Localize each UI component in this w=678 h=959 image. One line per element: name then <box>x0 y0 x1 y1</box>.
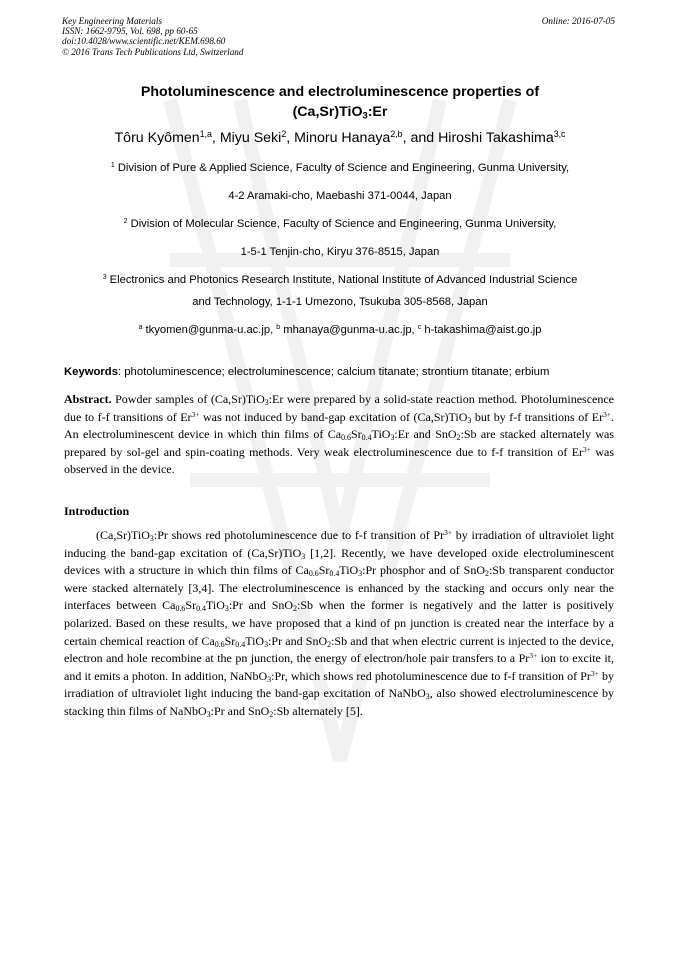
journal-header <box>62 16 243 57</box>
author-affiliation-mark: 2,b <box>390 129 403 140</box>
section-heading-introduction: Introduction <box>64 504 130 518</box>
title-line-1: Photoluminescence and electroluminescence properties of <box>140 84 540 100</box>
affiliation-1-line-2: 4-2 Aramaki-cho, Maebashi 371-0044, Japan <box>228 190 452 202</box>
author-name: Minoru Hanaya <box>294 130 391 146</box>
abstract-paragraph: Abstract. Powder samples of (Ca,Sr)TiO$_3$:Er were prepared by a solid-state reaction method. Photoluminescence due to f-f transitions of $Er^{3+}$ was not induced by band-gap excitation of (Ca,Sr)TiO$_3$ but by f-f transitions of $Er^{3+}$. An electroluminescent device in which thin films of $Ca_{0.6}Sr_{0.4}TiO_3:Er$ and SnO$_2$:Sb are stacked alternately was prepared by sol-gel and spin-coating methods. Very weak electroluminescence due to f-f transition of $Er^{3+}$ was observed in the device. <box>64 392 615 477</box>
author-name: Tôru Kyômen <box>114 130 200 146</box>
doi-line: doi:10.4028/www.scientific.net/KEM.698.60 <box>62 36 226 47</box>
email-link[interactable]: mhanaya@gunma-u.ac.jp, <box>283 324 415 336</box>
abstract-label: Abstract. <box>64 392 112 406</box>
email-list: $^a$ tkyomen@gunma-u.ac.jp, $^b$ mhanaya@gunma-u.ac.jp, $^c$ h-takashima@aist.go.jp <box>138 324 542 336</box>
email-link[interactable]: h-takashima@aist.go.jp <box>424 324 542 336</box>
author-affiliation-mark: 3,c <box>553 129 566 140</box>
email-link[interactable]: tkyomen@gunma-u.ac.jp, <box>145 324 274 336</box>
paper-title <box>60 82 620 122</box>
title-line-2: (Ca,Sr)TiO$_3$:Er <box>292 104 388 121</box>
issn-line: ISSN: 1662-9795, Vol. 698, pp 60-65 <box>62 26 198 37</box>
author-affiliation-mark: 1,a <box>199 129 212 140</box>
author-name: Hiroshi Takashima <box>438 130 554 146</box>
affiliation-2-line-1: $^2$ Division of Molecular Science, Faculty of Science and Engineering, Gunma University, <box>123 218 557 230</box>
affiliation-3-line-1: $^3$ Electronics and Photonics Research Institute, National Institute of Advanced Industrial Science <box>102 274 578 286</box>
keywords-text: : photoluminescence; electroluminescence; calcium titanate; strontium titanate; erbium <box>118 366 550 378</box>
journal-name: Key Engineering Materials <box>62 16 163 26</box>
copyright-line: © 2016 Trans Tech Publications Ltd, Switzerland <box>62 46 244 57</box>
keywords <box>64 366 549 378</box>
author-name: Miyu Seki <box>219 130 282 146</box>
online-date: Online: 2016-07-05 <box>541 16 615 26</box>
author-list: Tôru Kyômen$^{1,a}$, Miyu Seki$^2$, Minoru Hanaya$^{2,b}$, and Hiroshi Takashima$^{3,c}$ <box>114 129 566 146</box>
affiliation-2-line-2: 1-5-1 Tenjin-cho, Kiryu 376-8515, Japan <box>240 246 440 258</box>
keywords-label: Keywords <box>64 366 118 378</box>
author-affiliation-mark: 2 <box>281 129 287 140</box>
affiliation-3-line-2: and Technology, 1-1-1 Umezono, Tsukuba 305-8568, Japan <box>192 296 488 308</box>
affiliation-1-line-1: $^1$ Division of Pure & Applied Science, Faculty of Science and Engineering, Gunma University, <box>110 162 570 174</box>
introduction-paragraph: (Ca,Sr)TiO$_3$:Pr shows red photoluminescence due to f-f transition of $Pr^{3+}$ by irradiation of ultraviolet light inducing the band-gap excitation of (Ca,Sr)TiO$_3$ [1,2]. Recently, we have developed oxide electroluminescent devices with a structure in which thin films of $Ca_{0.6}Sr_{0.4}TiO_3:Pr$ phosphor and of SnO$_2$:Sb transparent conductor were stacked alternately [3,4]. The electroluminescence is enhanced by the stacking and occurs only near the interfaces between $Ca_{0.6}Sr_{0.4}TiO_3:Pr$ and SnO$_2$:Sb when the former is negatively and the latter is positively polarized. Based on these results, we have proposed that a kind of pn junction is created near the interface by a certain chemical reaction of $Ca_{0.6}Sr_{0.4}TiO_3:Pr$ and SnO$_2$:Sb and that when electric current is injected to the device, electron and hole recombine at the pn junction, the energy of electron/hole pair transfers to a $Pr^{3+}$ ion to excite it, and it emits a photon. In addition, NaNbO$_3$:Pr, which shows red photoluminescence due to f-f transition of $Pr^{3+}$ by irradiation of ultraviolet light inducing the band-gap excitation of NaNbO$_3$, also showed electroluminescence by stacking thin films of NaNbO$_3$:Pr and SnO$_2$:Sb alternately [5]. <box>64 527 615 720</box>
